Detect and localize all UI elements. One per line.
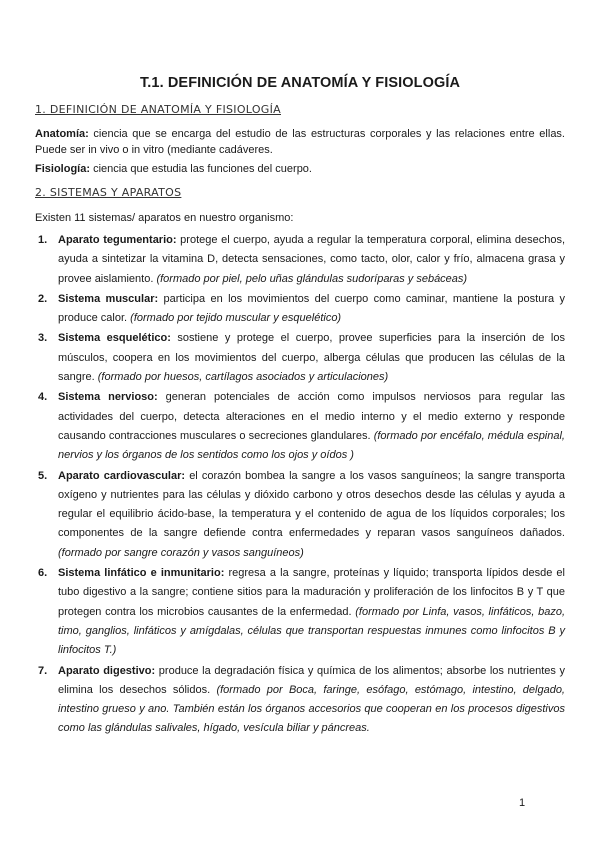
- list-item-number: 3.: [38, 332, 48, 345]
- list-item-text: el corazón bombea la sangre a los vasos sanguíneos; la sangre transporta oxígeno y nutrientes para las células y dióxido carbono y otros desechos desde las células y ayuda a regular el equilibrio ácido-base, la temperatura y el contenido de agua de los líquidos corporales; los componentes de la sangre defiende contra enfermedades y reparan vasos sanguíneos dañados.: [58, 469, 565, 540]
- list-item-note: (formado por Boca, faringe, esófago, estómago, intestino, delgado, intestino grueso y ano. También están los órganos accesorios que cooperan en los procesos digestivos como las glándulas salivales, hígado, vesícula biliar y páncreas.: [58, 683, 565, 735]
- list-item-term: Sistema linfático e inmunitario:: [58, 567, 225, 580]
- page-number: 1: [519, 797, 526, 809]
- list-item-number: 2.: [38, 292, 48, 305]
- list-item: [38, 329, 565, 387]
- fisiologia-paragraph: [35, 161, 565, 177]
- list-item-note: (formado por Linfa, vasos, linfáticos, bazo, timo, ganglios, linfáticos y amígdalas, células que transportan respuestas inmunes como linfocitos B y linfocitos T.): [58, 605, 565, 657]
- fisiologia-term: Fisiología:: [35, 163, 90, 175]
- list-item-note: (formado por huesos, cartílagos asociados y articulaciones): [97, 371, 389, 384]
- anatomia-definition: ciencia que se encarga del estudio de las estructuras corporales y las relaciones entre ellas. Puede ser in vivo o in vitro (mediante cadáveres.: [35, 128, 565, 156]
- list-item: [38, 231, 565, 289]
- list-item-term: Aparato digestivo:: [58, 664, 156, 677]
- list-item: [38, 388, 565, 465]
- list-item: [38, 290, 565, 329]
- page-title: T.1. DEFINICIÓN DE ANATOMÍA Y FISIOLOGÍA: [139, 75, 461, 91]
- list-item-note: (formado por piel, pelo uñas glándulas sudoríparas y sebáceas): [156, 272, 468, 285]
- list-item: [38, 467, 565, 563]
- list-item-text: sostiene y protege el cuerpo, provee superficies para la inserción de los músculos, coopera en los movimientos del cuerpo, alberga células que producen las células de la sangre.: [58, 332, 565, 384]
- list-item-text: regresa a la sangre, proteínas y líquido; transporta lípidos desde el tubo digestivo a la sangre; contiene sitios para la maduración y proliferación de los linfocitos B y T que protegen contra los microbios causantes de la enfermedad.: [58, 567, 565, 618]
- list-item-term: Sistema muscular:: [58, 292, 159, 305]
- list-item-term: Sistema esquelético:: [58, 332, 171, 345]
- list-item-number: 6.: [38, 567, 48, 580]
- list-item-text: produce la degradación física y química de los alimentos; absorbe los nutrientes y elimina los desechos sólidos.: [58, 664, 565, 696]
- list-item-text: protege el cuerpo, ayuda a regular la temperatura corporal, elimina desechos, ayuda a sintetizar la vitamina D, detecta sensaciones, como tacto, olor, calor y frío, almacena grasa y provee aislamiento.: [58, 234, 565, 285]
- sistemas-list: [38, 231, 565, 740]
- list-item-term: Aparato tegumentario:: [58, 234, 177, 246]
- fisiologia-definition: ciencia que estudia las funciones del cuerpo.: [93, 163, 312, 175]
- list-item-note: (formado por sangre corazón y vasos sanguíneos): [58, 546, 304, 559]
- section-heading-sistemas: 2. SISTEMAS Y APARATOS: [35, 186, 182, 199]
- sistemas-intro: Existen 11 sistemas/ aparatos en nuestro organismo:: [35, 212, 294, 224]
- list-item-note: (formado por encéfalo, médula espinal, nervios y los órganos de los sentidos como los ojos y oídos ): [58, 429, 565, 462]
- anatomia-paragraph: [35, 126, 565, 158]
- list-item-number: 7.: [38, 664, 48, 677]
- list-item-term: Aparato cardiovascular:: [58, 469, 186, 482]
- list-item-text: participa en los movimientos del cuerpo como caminar, mantiene la postura y produce calor.: [58, 292, 565, 325]
- section-heading-definicion: 1. DEFINICIÓN DE ANATOMÍA Y FISIOLOGÍA: [35, 103, 281, 116]
- list-item-note: (formado por tejido muscular y esquelético): [130, 312, 342, 325]
- list-item-number: 5.: [38, 469, 48, 482]
- list-item: [38, 662, 565, 739]
- list-item-number: 4.: [38, 391, 48, 404]
- list-item-term: Sistema nervioso:: [58, 391, 158, 404]
- list-item: [38, 564, 565, 660]
- list-item-text: generan potenciales de acción como impulsos nerviosos para regular las actividades del cuerpo, detecta alteraciones en el medio interno y el medio externo y responde causando contracciones musculares o secreciones glandulares.: [58, 391, 566, 442]
- anatomia-term: Anatomía:: [35, 128, 89, 140]
- list-item-number: 1.: [38, 234, 48, 246]
